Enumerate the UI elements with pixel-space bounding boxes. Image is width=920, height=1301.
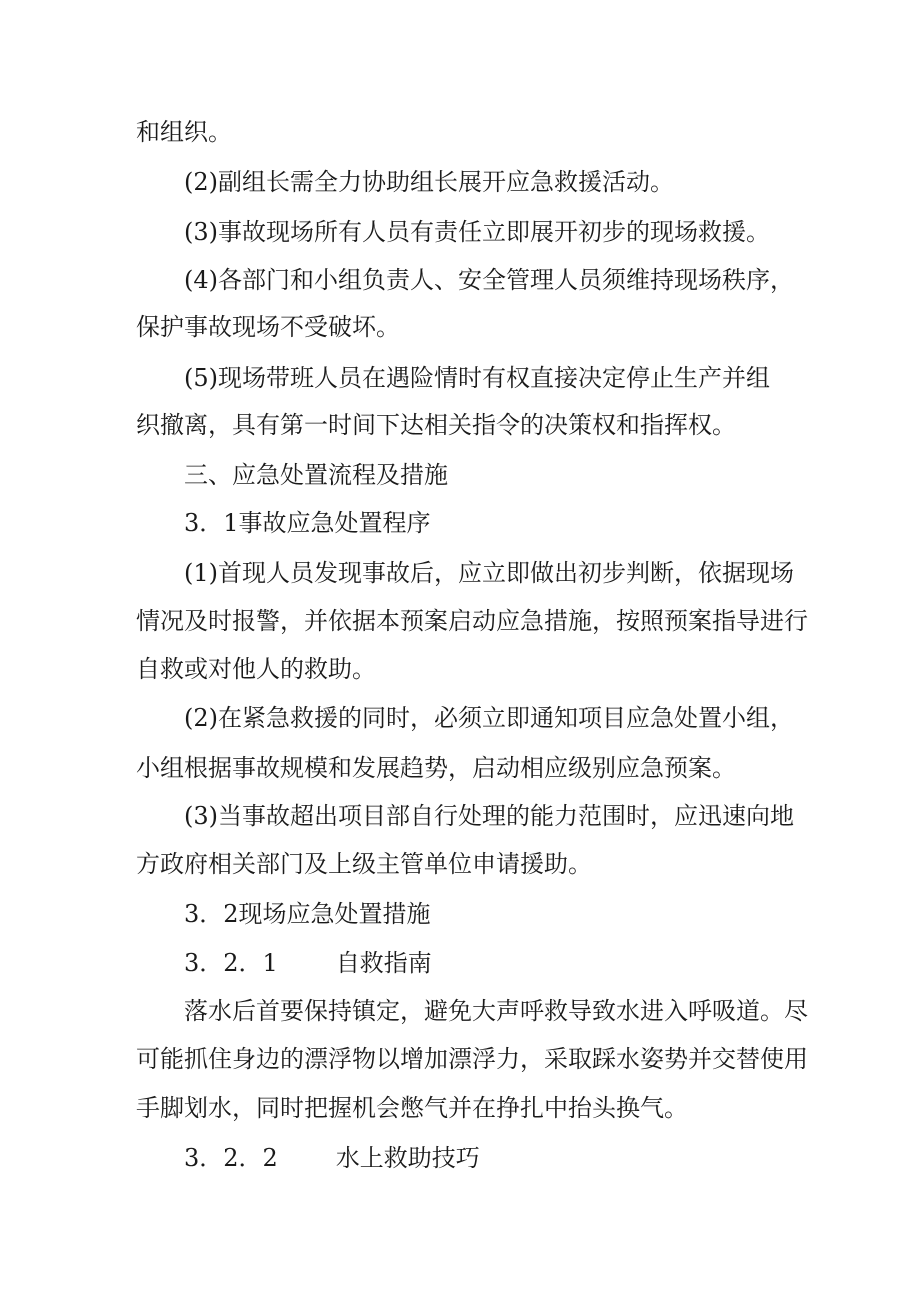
section-number: 3．2．2	[184, 1144, 278, 1172]
section-heading: 三、应急处置流程及措施	[184, 461, 448, 489]
subsection-heading: 3．1事故应急处置程序	[184, 509, 431, 537]
section-title: 自救指南	[335, 949, 432, 977]
subsection-heading: 3．2现场应急处置措施	[184, 900, 431, 928]
paragraph-line: 手脚划水，同时把握机会憋气并在挣扎中抬头换气。	[136, 1094, 688, 1122]
subsubsection-heading	[184, 1140, 920, 1176]
section-title: 水上救助技巧	[335, 1144, 480, 1172]
list-item-5: (5)现场带班人员在遇险情时有权直接决定停止生产并组	[184, 364, 770, 392]
paragraph-line: 可能抓住身边的漂浮物以增加漂浮力，采取踩水姿势并交替使用	[136, 1045, 808, 1073]
list-item-2: (2)副组长需全力协助组长展开应急救援活动。	[184, 168, 674, 196]
paragraph-line: 情况及时报警，并依据本预案启动应急措施，按照预案指导进行	[136, 607, 808, 635]
paragraph-line: 自救或对他人的救助。	[136, 655, 376, 683]
list-item-4: (4)各部门和小组负责人、安全管理人员须维持现场秩序，	[184, 266, 794, 294]
subsubsection-heading	[184, 945, 920, 981]
list-item-1: (1)首现人员发现事故后，应立即做出初步判断，依据现场	[184, 559, 794, 587]
paragraph-line: 和组织。	[136, 118, 232, 146]
paragraph-line: 保护事故现场不受破坏。	[136, 313, 400, 341]
paragraph-line: 织撤离，具有第一时间下达相关指令的决策权和指挥权。	[136, 411, 736, 439]
list-item-2: (2)在紧急救援的同时，必须立即通知项目应急处置小组，	[184, 704, 794, 732]
paragraph-line: 小组根据事故规模和发展趋势，启动相应级别应急预案。	[136, 754, 736, 782]
paragraph-line: 方政府相关部门及上级主管单位申请援助。	[136, 850, 592, 878]
list-item-3: (3)事故现场所有人员有责任立即展开初步的现场救援。	[184, 218, 770, 246]
list-item-3: (3)当事故超出项目部自行处理的能力范围时，应迅速向地	[184, 802, 794, 830]
paragraph-line: 落水后首要保持镇定，避免大声呼救导致水进入呼吸道。尽	[184, 997, 808, 1025]
section-number: 3．2．1	[184, 949, 278, 977]
